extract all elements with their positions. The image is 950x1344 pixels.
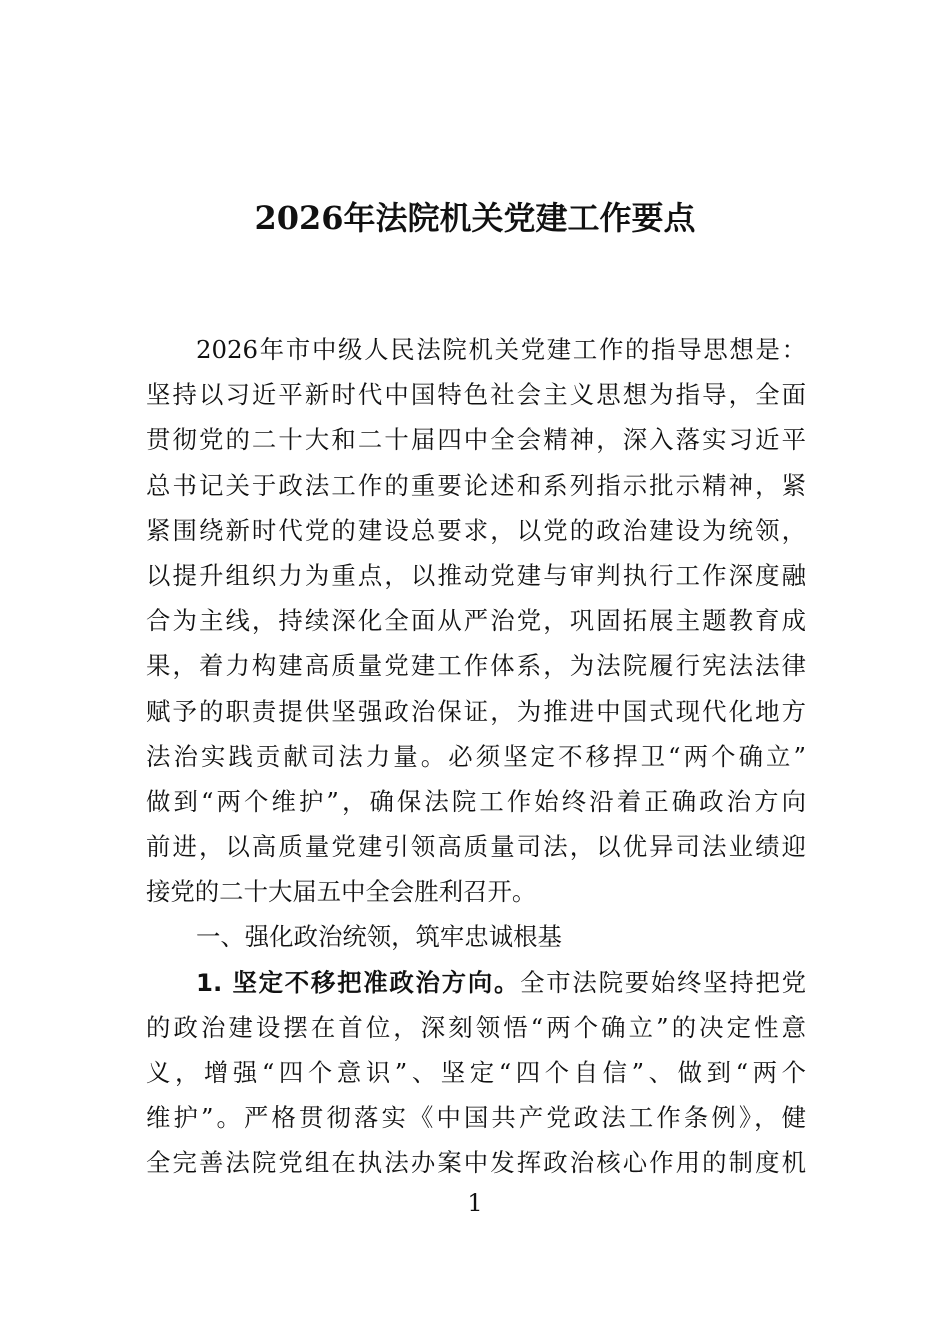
paragraph-line: 坚持以习近平新时代中国特色社会主义思想为指导，全面 [146, 380, 806, 410]
paragraph-line: 果，着力构建高质量党建工作体系，为法院履行宪法法律 [146, 651, 806, 681]
paragraph-line: 义，增强“四个意识”、坚定“四个自信”、做到“两个 [146, 1058, 806, 1087]
document-body [146, 327, 806, 1186]
paragraph-line: 以提升组织力为重点，以推动党建与审判执行工作深度融 [146, 560, 806, 590]
paragraph-line: 维护”。严格贯彻落实《中国共产党政法工作条例》，健 [146, 1103, 806, 1133]
section-heading: 一、强化政治统领，筑牢忠诚根基 [196, 922, 562, 952]
paragraph-line: 全完善法院党组在执法办案中发挥政治核心作用的制度机 [146, 1148, 806, 1178]
paragraph-line: 总书记关于政法工作的重要论述和系列指示批示精神，紧 [146, 470, 806, 500]
paragraph-line: 接党的二十大届五中全会胜利召开。 [146, 877, 537, 907]
paragraph-line [146, 960, 806, 1005]
paragraph-line: 做到“两个维护”，确保法院工作始终沿着正确政治方向 [146, 786, 806, 816]
paragraph-line: 的政治建设摆在首位，深刻领悟“两个确立”的决定性意 [146, 1012, 806, 1042]
item-heading: 1. 坚定不移把准政治方向。 [196, 967, 521, 997]
paragraph-line: 前进，以高质量党建引领高质量司法，以优异司法业绩迎 [146, 832, 806, 862]
paragraph-line: 法治实践贡献司法力量。必须坚定不移捍卫“两个确立” [146, 741, 806, 771]
paragraph-line: 赋予的职责提供坚强政治保证，为推进中国式现代化地方 [146, 696, 806, 726]
page-number: 1 [467, 1189, 483, 1217]
paragraph-line: 贯彻党的二十大和二十届四中全会精神，深入落实习近平 [146, 425, 806, 455]
paragraph-line: 合为主线，持续深化全面从严治党，巩固拓展主题教育成 [146, 606, 806, 636]
paragraph-line: 紧围绕新时代党的建设总要求，以党的政治建设为统领， [146, 515, 806, 545]
item-text: 全市法院要始终坚持把党 [520, 967, 806, 997]
document-title: 2026年法院机关党建工作要点 [254, 199, 696, 237]
paragraph-line: 2026年市中级人民法院机关党建工作的指导思想是： [196, 335, 806, 364]
